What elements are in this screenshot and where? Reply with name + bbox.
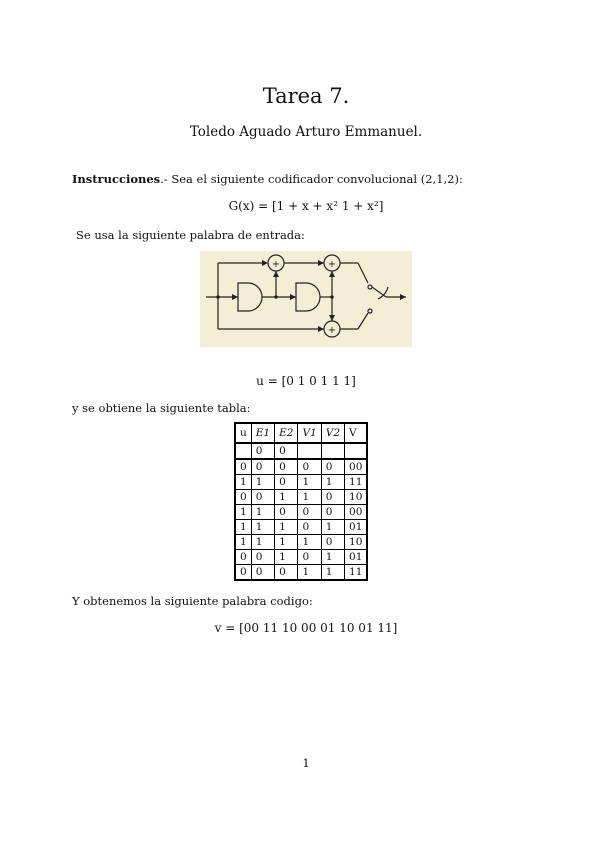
table-cell: 1	[275, 490, 298, 505]
table-row	[235, 550, 367, 565]
table-cell: 00	[345, 505, 368, 520]
table-cell: 1	[235, 520, 251, 535]
input-word-equation: u = [0 1 0 1 1 1]	[256, 374, 356, 388]
table-cell: 0	[275, 475, 298, 490]
table-cell: 11	[345, 565, 368, 581]
table-cell: 1	[321, 565, 344, 581]
table-cell	[345, 443, 368, 459]
table-cell: 1	[298, 475, 321, 490]
instructions-paragraph	[72, 172, 463, 186]
table-cell: 1	[275, 520, 298, 535]
col-header-v2: V2	[321, 423, 344, 443]
author-name: Toledo Aguado Arturo Emmanuel.	[189, 124, 423, 140]
table-cell: 0	[275, 443, 298, 459]
table-cell: 1	[235, 535, 251, 550]
code-intro-text: Y obtenemos la siguiente palabra codigo:	[72, 594, 313, 608]
table-cell: 1	[251, 505, 274, 520]
table-intro-text: y se obtiene la siguiente tabla:	[72, 401, 251, 415]
table-cell: 10	[345, 490, 368, 505]
encoding-table	[234, 422, 368, 581]
table-cell: 0	[298, 459, 321, 475]
table-cell: 1	[275, 550, 298, 565]
input-intro-text: Se usa la siguiente palabra de entrada:	[76, 228, 305, 242]
table-row	[235, 520, 367, 535]
table-cell: 00	[345, 459, 368, 475]
table-cell: 01	[345, 550, 368, 565]
table-cell	[235, 443, 251, 459]
page-title: Tarea 7.	[262, 84, 350, 108]
table-cell: 0	[251, 459, 274, 475]
col-header-e2: E2	[275, 423, 298, 443]
table-cell: 0	[251, 565, 274, 581]
table-cell: 0	[321, 459, 344, 475]
instructions-label: Instrucciones	[72, 172, 161, 186]
table-cell: 1	[321, 475, 344, 490]
table-cell: 1	[298, 535, 321, 550]
table-row	[235, 490, 367, 505]
table-cell: 1	[235, 505, 251, 520]
table-cell: 0	[321, 490, 344, 505]
table-row	[235, 475, 367, 490]
table-cell: 0	[298, 520, 321, 535]
table-cell: 0	[321, 505, 344, 520]
table-cell: 0	[251, 490, 274, 505]
col-header-e1: E1	[251, 423, 274, 443]
table-cell	[298, 443, 321, 459]
table-cell: 11	[345, 475, 368, 490]
table-cell: 1	[298, 565, 321, 581]
table-cell: 1	[275, 535, 298, 550]
table-cell: 1	[298, 490, 321, 505]
encoder-diagram	[200, 251, 412, 347]
table-row	[235, 443, 367, 459]
table-cell: 0	[298, 505, 321, 520]
table-cell: 0	[251, 443, 274, 459]
instructions-text: .- Sea el siguiente codificador convolucional (2,1,2):	[160, 172, 463, 186]
table-cell: 1	[251, 475, 274, 490]
adder-symbol: +	[327, 259, 337, 270]
table-cell: 0	[235, 490, 251, 505]
encoder-diagram-svg	[200, 251, 412, 347]
table-cell: 0	[321, 535, 344, 550]
table-cell: 1	[251, 535, 274, 550]
table-cell: 0	[275, 459, 298, 475]
col-header-u: u	[235, 423, 251, 443]
col-header-v: V	[345, 423, 368, 443]
table-cell: 0	[275, 505, 298, 520]
table-cell: 0	[235, 565, 251, 581]
adder-symbol: +	[327, 325, 337, 336]
page-number: 1	[302, 756, 310, 770]
table-body	[235, 443, 367, 580]
table-cell	[321, 443, 344, 459]
table-cell: 0	[235, 459, 251, 475]
table-row	[235, 535, 367, 550]
table-row	[235, 565, 367, 581]
table-cell: 01	[345, 520, 368, 535]
table-row	[235, 459, 367, 475]
col-header-v1: V1	[298, 423, 321, 443]
table-cell: 1	[321, 550, 344, 565]
table-cell: 0	[298, 550, 321, 565]
table-row	[235, 505, 367, 520]
adder-symbol: +	[271, 259, 281, 270]
table-cell: 1	[321, 520, 344, 535]
table-cell: 0	[275, 565, 298, 581]
table-header-row	[235, 423, 367, 443]
code-word-equation: v = [00 11 10 00 01 10 01 11]	[214, 621, 398, 635]
table-cell: 0	[251, 550, 274, 565]
table-cell: 0	[235, 550, 251, 565]
table-cell: 1	[251, 520, 274, 535]
generator-equation: G(x) = [1 + x + x² 1 + x²]	[228, 199, 384, 213]
table-cell: 1	[235, 475, 251, 490]
table-cell: 10	[345, 535, 368, 550]
